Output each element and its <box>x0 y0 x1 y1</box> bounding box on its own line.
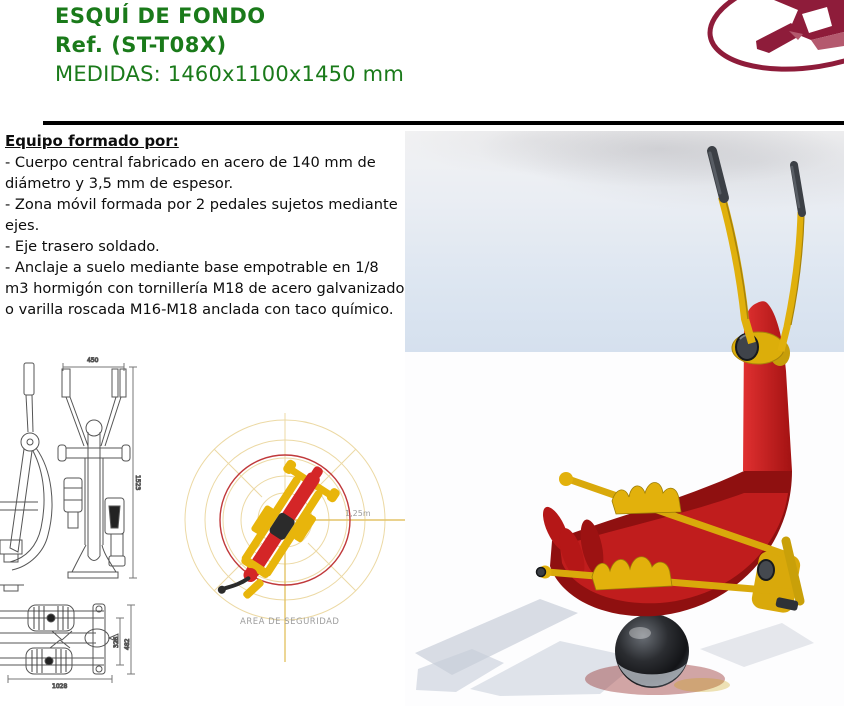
product-ref: Ref. (ST-T08X) <box>55 33 227 57</box>
product-render <box>405 131 844 706</box>
product-dimensions: MEDIDAS: 1460x1100x1450 mm <box>55 62 404 86</box>
plan-length-dim: 1028 <box>52 683 68 690</box>
equipment-description <box>5 131 405 320</box>
yellow-reflection <box>674 678 730 692</box>
front-width-dim: 450 <box>87 357 99 364</box>
safety-area-label: AREA DE SEGURIDAD <box>240 617 340 627</box>
plan-inner-dim: 326 <box>113 636 120 648</box>
description-heading: Equipo formado por: <box>5 132 179 150</box>
plan-outer-dim: 482 <box>124 638 131 650</box>
header-title-block <box>55 2 404 89</box>
machine-3d-render <box>405 131 844 706</box>
front-view-drawing <box>58 357 141 578</box>
technical-drawings <box>0 350 420 706</box>
brand-logo-icon <box>690 0 844 125</box>
front-height-dim: 1523 <box>134 475 141 491</box>
description-item: - Zona móvil formada por 2 pedales sujetos mediante ejes. <box>5 196 398 234</box>
side-view-drawing <box>0 363 52 591</box>
page-title: ESQUÍ DE FONDO <box>55 4 266 28</box>
safety-area-diagram <box>185 413 411 662</box>
safety-radius-label: 1,25m <box>345 509 371 518</box>
machine-top-view <box>207 451 346 619</box>
description-item: - Eje trasero soldado. <box>5 238 160 255</box>
base-sphere <box>615 614 689 688</box>
description-item: - Cuerpo central fabricado en acero de 140 mm de diámetro y 3,5 mm de espesor. <box>5 154 376 192</box>
description-item: - Anclaje a suelo mediante base empotrable en 1/8 m3 hormigón con tornillería M18 de acero galvanizado o varilla roscada M16-M18 anclada con taco químico. <box>5 259 405 318</box>
header-divider <box>43 121 844 125</box>
plan-view-drawing <box>0 604 135 690</box>
